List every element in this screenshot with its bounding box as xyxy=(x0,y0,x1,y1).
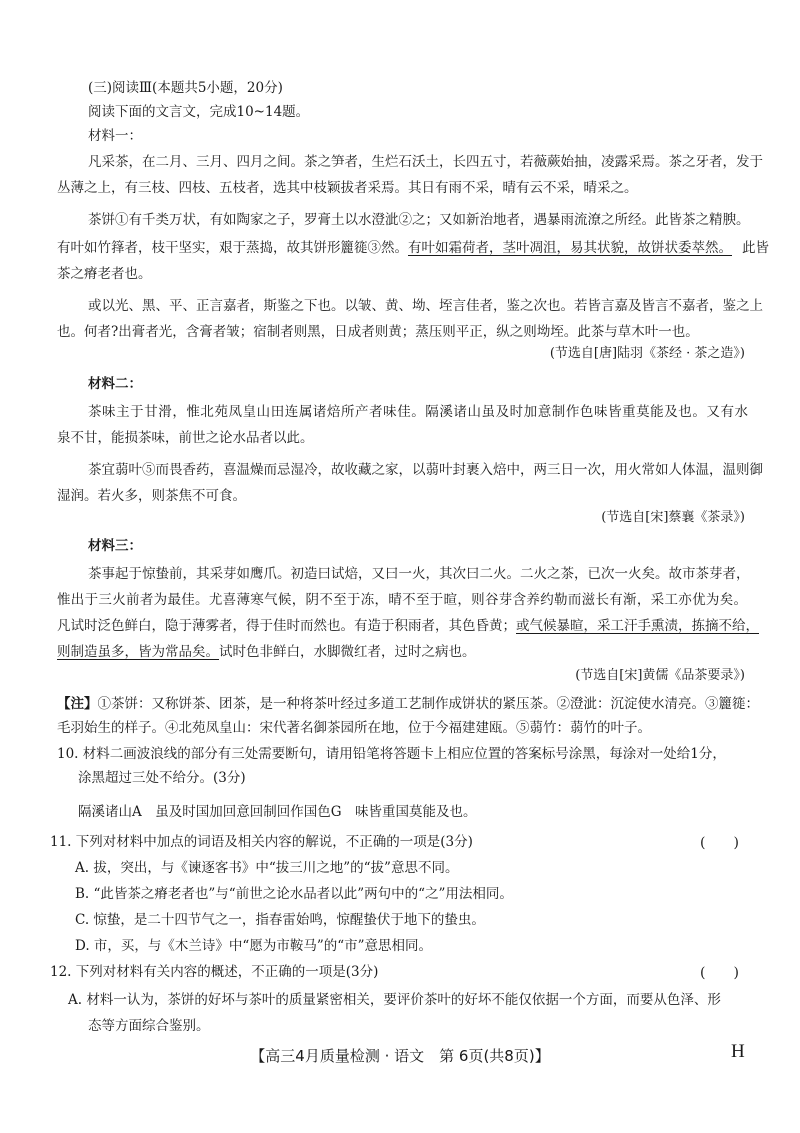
material3-label: 材料三： xyxy=(88,538,142,554)
q11-answer-paren: ( ) xyxy=(700,835,739,851)
q11-stem: 11. 下列对材料中加点的词语及相关内容的解说，不正确的一项是(3分) xyxy=(50,834,473,850)
material3-underlined-part1: 或气候暴暄，采工汗手熏渍，拣摘不给， xyxy=(516,618,759,634)
q10-sentence: 隔溪诸山A 虽及时国加回意回制回作国色G 味皆重国莫能及也。 xyxy=(78,804,477,820)
q12-option-a-line1: A. 材料一认为，茶饼的好坏与茶叶的质量紧密相关，要评价茶叶的好坏不能仅依据一个方面，而要从色泽、形 xyxy=(68,992,721,1008)
material1-p3-line2: 也。何者?出膏者光，含膏者皱；宿制者则黑，日成者则黄；蒸压则平正，纵之则坳垤。此茶与草木叶一也。 xyxy=(57,324,699,340)
material1-p2-line1: 茶饼①有千类万状，有如陶家之子，罗膏土以水澄泚②之；又如新治地者，遇暴雨流潦之所经。此皆茶之精腴。 xyxy=(88,212,750,228)
notes-line2: 毛羽始生的样子。④北苑凤皇山：宋代著名御茶园所在地，位于今福建建瓯。⑤蒻竹：蒻竹的叶子。 xyxy=(57,720,651,736)
material3-line3 xyxy=(57,616,759,636)
material1-source: (节选自[唐]陆羽《茶经 · 茶之造》) xyxy=(549,346,745,361)
material3-line3-text: 凡试时泛色鲜白，隐于薄雾者，得于佳时而然也。有造于积雨者，其色昏黄； xyxy=(57,618,516,634)
material3-line2: 惟出于三火前者为最佳。尤喜薄寒气候，阴不至于冻，晴不至于暄，则谷芽含养约勒而滋长有渐，采工亦优为矣。 xyxy=(57,592,747,608)
q11-option-b: B. “此皆茶之瘠老者也”与“前世之论水品者以此”两句中的“之”用法相同。 xyxy=(75,886,513,902)
material3-line1: 茶事起于惊蛰前，其采芽如鹰爪。初造曰试焙，又曰一火，其次曰二火。二火之茶，已次一火矣。故市茶芽者， xyxy=(88,566,750,582)
material1-underlined-sentence: 有叶如霜荷者，茎叶凋沮，易其状貌，故饼状委萃然。 xyxy=(408,240,732,256)
material2-source: (节选自[宋]蔡襄《茶录》) xyxy=(601,510,745,525)
material1-p3-line1: 或以光、黑、平、正言嘉者，斯鉴之下也。以皱、黄、坳、垤言佳者，鉴之次也。若皆言嘉及皆言不嘉者，鉴之上 xyxy=(88,298,763,314)
material2-label: 材料二： xyxy=(88,376,142,392)
q12-stem: 12. 下列对材料有关内容的概述，不正确的一项是(3分) xyxy=(50,964,379,980)
material2-p1-line1: 茶味主于甘滑，惟北苑凤皇山田连属诸焙所产者味佳。隔溪诸山虽及时加意制作色味皆重莫能及也。又有水 xyxy=(88,404,748,420)
material1-p2-text: 有叶如竹箨者，枝干坚实，艰于蒸捣，故其饼形籭簁③然。 xyxy=(57,240,408,256)
material2-p1-line2: 泉不甘，能损茶味，前世之论水品者以此。 xyxy=(57,430,314,446)
notes-text: ①茶饼：又称饼茶、团茶，是一种将茶叶经过多道工艺制作成饼状的紧压茶。②澄泚：沉淀使水清亮。③籭簁： xyxy=(97,696,759,712)
q11-option-c: C. 惊蛰，是二十四节气之一，指春雷始鸣，惊醒蛰伏于地下的蛰虫。 xyxy=(75,912,485,928)
q11-option-d: D. 市，买，与《木兰诗》中“愿为市鞍马”的“市”意思相同。 xyxy=(75,938,433,954)
paper-version-mark: H xyxy=(731,1041,745,1062)
material2-p2-line2: 湿润。若火多，则茶焦不可食。 xyxy=(57,488,246,504)
material3-line4-text: 试时色非鲜白，水脚微红者，过时之病也。 xyxy=(219,644,476,660)
material1-p1-line1: 凡采茶，在二月、三月、四月之间。茶之笋者，生烂石沃土，长四五寸，若薇蕨始抽，凌露采焉。茶之牙者，发于 xyxy=(88,154,763,170)
material1-p2-tail: 此皆 xyxy=(742,240,769,256)
q12-answer-paren: ( ) xyxy=(700,965,739,981)
material2-p2-line1: 茶宜蒻叶⑤而畏香药，喜温燥而忌湿冷，故收藏之家，以蒻叶封裹入焙中，两三日一次，用火常如人体温，温则御 xyxy=(88,462,763,478)
q10-stem-line2: 涂黑超过三处不给分。(3分) xyxy=(78,770,246,786)
notes-line1 xyxy=(57,694,759,714)
q12-option-a-line2: 态等方面综合鉴别。 xyxy=(88,1018,210,1034)
notes-tag: 【注】 xyxy=(57,696,98,712)
section-title: (三)阅读Ⅲ(本题共5小题，20分) xyxy=(88,80,283,96)
material1-p2-line2 xyxy=(57,238,769,258)
material1-label: 材料一： xyxy=(88,128,142,144)
material1-p1-line2: 丛薄之上，有三枝、四枝、五枝者，选其中枝颖拔者采焉。其日有雨不采，晴有云不采，晴采之。 xyxy=(57,180,638,196)
material1-p2-line3: 茶之瘠老者也。 xyxy=(57,266,152,282)
section-instruction: 阅读下面的文言文，完成10~14题。 xyxy=(88,104,310,120)
material3-line4 xyxy=(57,642,476,662)
page-footer: 【高三4月质量检测 · 语文 第 6页(共8页)】 xyxy=(250,1047,550,1065)
q11-option-a: A. 拔，突出，与《谏逐客书》中“拔三川之地”的“拔”意思不同。 xyxy=(75,860,459,876)
material3-source: (节选自[宋]黄儒《品茶要录》) xyxy=(575,668,745,683)
q10-stem-line1: 10. 材料二画波浪线的部分有三处需要断句，请用铅笔将答题卡上相应位置的答案标号涂黑，每涂对一处给1分， xyxy=(57,746,726,762)
material3-underlined-part2: 则制造虽多，皆为常品矣。 xyxy=(57,644,219,660)
